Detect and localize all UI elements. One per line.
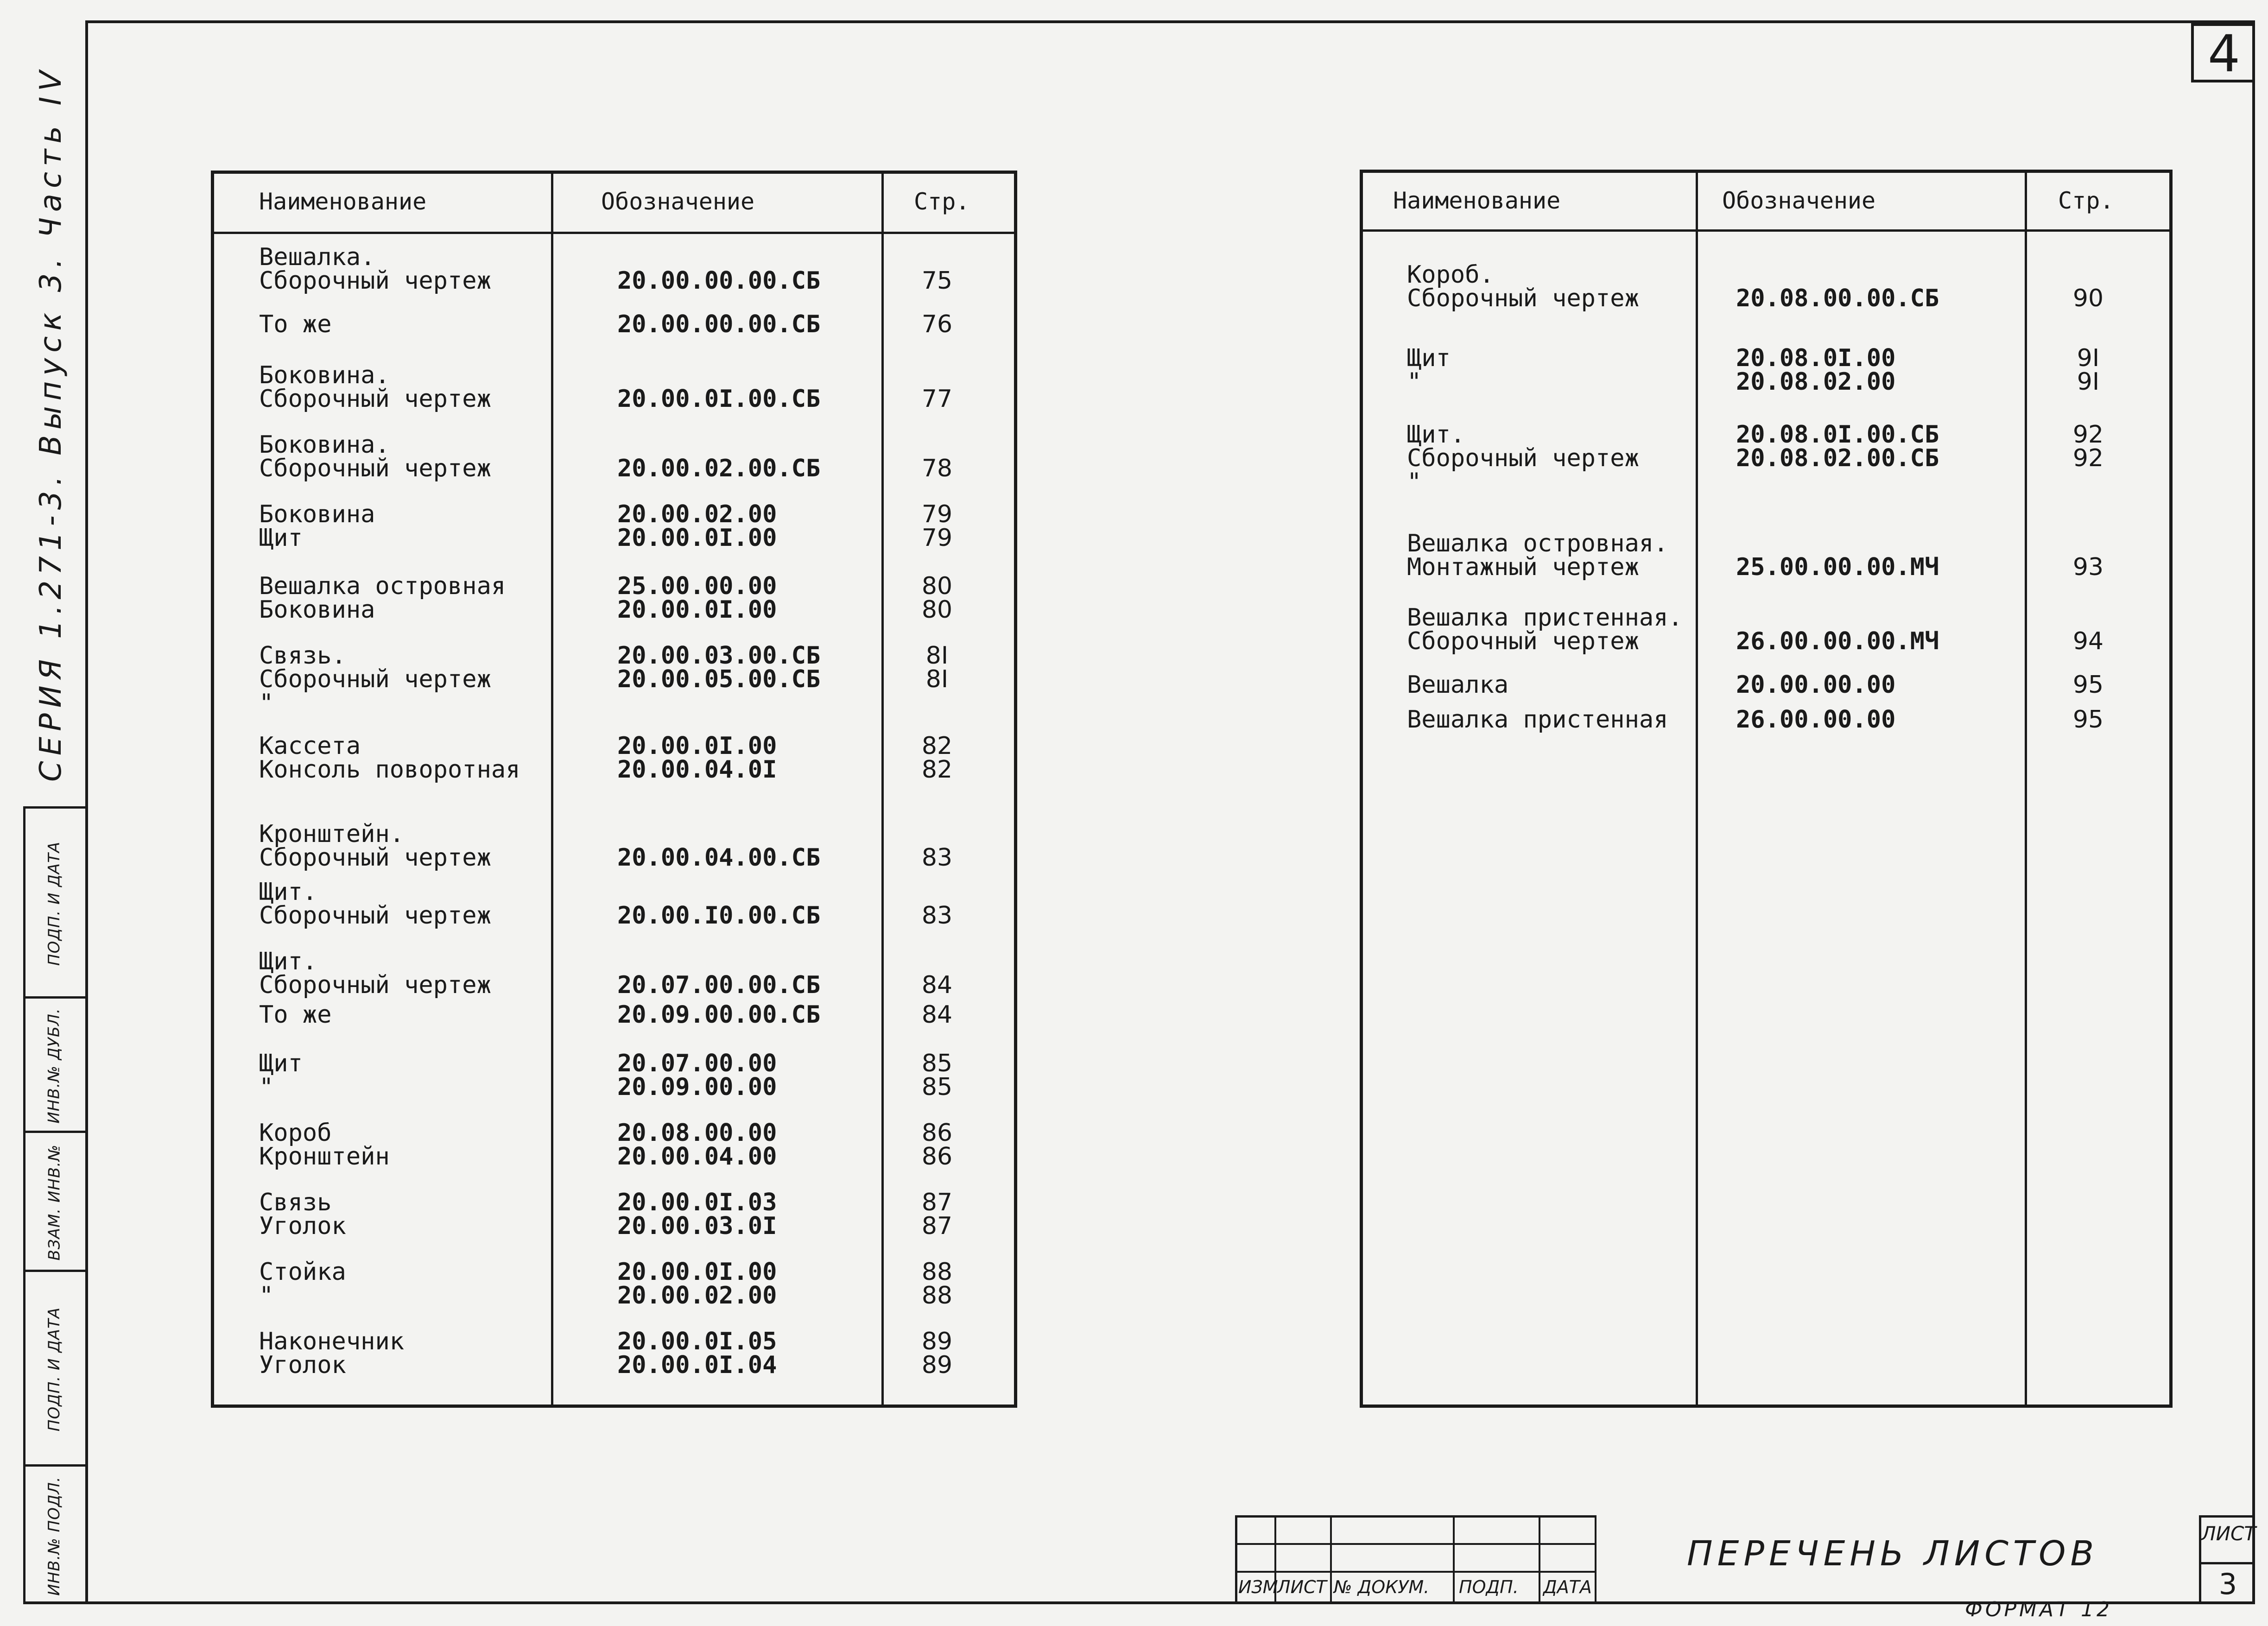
cell-line: 20.00.04.0I <box>617 756 777 784</box>
cell-line: Боковина. <box>259 361 390 389</box>
cell-line: 77 <box>921 385 953 413</box>
cell-name <box>1407 673 1508 697</box>
cell-line: Короб. <box>1407 261 1494 289</box>
cell-name <box>259 734 520 782</box>
cell-page <box>884 846 990 870</box>
cell-line: Кассета <box>259 732 361 760</box>
cell-line: 20.00.0I.00 <box>617 1258 777 1286</box>
cell-name <box>259 1191 346 1238</box>
cell-line: 95 <box>2072 706 2104 734</box>
cell-code <box>1736 553 1939 581</box>
cell-name <box>259 361 491 413</box>
cell-code <box>617 904 820 928</box>
cell-page <box>884 644 990 691</box>
cell-code <box>1736 423 1939 470</box>
cell-page <box>2030 627 2146 655</box>
cell-page <box>884 387 990 411</box>
cell-name <box>259 500 375 552</box>
cell-line: Сборочный чертеж <box>259 902 491 930</box>
label-doc-num: № ДОКУМ. <box>1334 1577 1430 1597</box>
cell-name <box>259 433 491 481</box>
cell-line: 20.08.0I.00.СБ <box>1736 421 1939 449</box>
cell-line: 95 <box>2072 671 2104 699</box>
cell-line: 94 <box>2072 627 2104 655</box>
cell-line: Связь <box>259 1189 332 1216</box>
cell-code <box>617 269 820 293</box>
cell-line: Сборочный чертеж <box>259 455 491 482</box>
cell-line: 80 <box>921 572 953 600</box>
cell-line: 82 <box>921 732 953 760</box>
cell-page <box>884 269 990 293</box>
cell-name <box>259 644 491 715</box>
cell-page <box>2030 708 2146 732</box>
cell-line: Вешалка <box>1407 671 1509 699</box>
format-label: ФОРМАТ 12 <box>1965 1598 2112 1621</box>
cell-line: 90 <box>2072 285 2104 312</box>
cell-line: Вешалка островная <box>259 572 506 600</box>
cell-code <box>617 500 777 552</box>
right-sheet-table <box>1360 170 2173 1408</box>
cell-page <box>884 1003 990 1027</box>
cell-name <box>259 1260 346 1308</box>
cell-line: 20.00.0I.00 <box>617 524 777 552</box>
cell-page <box>2030 553 2146 581</box>
cell-page <box>884 1191 990 1238</box>
header-code: Обозначение <box>601 188 755 215</box>
cell-name <box>259 822 491 870</box>
cell-line: 85 <box>921 1073 953 1101</box>
cell-line: 88 <box>921 1258 953 1286</box>
header-page: Стр. <box>914 188 970 215</box>
cell-name <box>259 1052 303 1099</box>
cell-name <box>259 1121 390 1169</box>
col-divider-1 <box>551 174 553 1405</box>
cell-page <box>884 734 990 782</box>
cell-line: 85 <box>921 1050 953 1077</box>
cell-line: 20.00.0I.03 <box>617 1189 777 1216</box>
cell-line: 87 <box>921 1212 953 1240</box>
cell-page <box>2030 287 2146 310</box>
cell-code <box>617 457 820 481</box>
cell-line: Монтажный чертеж <box>1407 553 1639 581</box>
cell-page <box>884 1330 990 1377</box>
cell-name <box>259 950 491 997</box>
cell-line: Сборочный чертеж <box>259 385 491 413</box>
header-code: Обозначение <box>1722 187 1876 214</box>
label-izm: ИЗМ <box>1238 1577 1278 1597</box>
cell-name <box>259 880 491 928</box>
cell-page <box>884 1052 990 1099</box>
cell-line: 83 <box>921 844 953 872</box>
cell-name <box>1407 423 1639 494</box>
cell-line: Сборочный чертеж <box>1407 444 1639 472</box>
cell-line: Боковина <box>259 596 375 624</box>
label-podp: ПОДП. <box>1459 1577 1519 1597</box>
cell-line: 8I <box>925 642 949 670</box>
cell-code <box>617 1121 777 1169</box>
cell-name <box>259 310 332 338</box>
cell-code <box>1736 287 1939 310</box>
stamp-podp-data-2: ПОДП. И ДАТА <box>23 806 85 999</box>
cell-code <box>617 572 777 624</box>
cell-page <box>2030 423 2146 470</box>
cell-line: Связь. <box>259 642 346 670</box>
cell-line: Сборочный чертеж <box>259 971 491 999</box>
cell-name <box>1407 344 1451 396</box>
cell-line: 20.00.0I.00 <box>617 596 777 624</box>
cell-line: 20.00.0I.00.СБ <box>617 385 821 413</box>
cell-line: " <box>259 1282 274 1310</box>
cell-code <box>617 387 820 411</box>
cell-line: 75 <box>921 267 953 295</box>
cell-page <box>2030 344 2146 396</box>
cell-line: 9I <box>2077 344 2100 372</box>
cell-line: Наконечник <box>259 1328 405 1355</box>
cell-code <box>617 1260 777 1308</box>
cell-line: То же <box>259 1001 332 1029</box>
cell-line: Кронштейн <box>259 1143 390 1170</box>
title-block <box>1235 1515 2255 1603</box>
cell-line: 9I <box>2077 368 2100 396</box>
cell-line: 20.08.02.00.СБ <box>1736 444 1939 472</box>
cell-line: Кронштейн. <box>259 820 405 848</box>
cell-line: 20.00.02.00 <box>617 500 777 528</box>
cell-line: 20.00.I0.00.СБ <box>617 902 821 930</box>
header-name: Наименование <box>1393 187 1561 214</box>
cell-code <box>617 310 821 338</box>
cell-line: Щит <box>259 1050 303 1077</box>
cell-code <box>617 1003 820 1027</box>
cell-line: 25.00.00.00.МЧ <box>1736 553 1939 581</box>
cell-line: 82 <box>921 756 953 784</box>
header-divider <box>214 232 1014 234</box>
sheet-number-top: 4 <box>2191 23 2254 82</box>
cell-code <box>617 846 820 870</box>
cell-line: 93 <box>2072 553 2104 581</box>
cell-code <box>1736 673 1895 697</box>
cell-line: 88 <box>921 1282 953 1310</box>
cell-line: Щит. <box>259 948 317 975</box>
cell-line: 80 <box>921 596 953 624</box>
cell-line: 92 <box>2072 421 2104 449</box>
cell-line: 20.00.02.00.СБ <box>617 455 821 482</box>
cell-line: 78 <box>921 455 953 482</box>
cell-line: Консоль поворотная <box>259 756 520 784</box>
cell-page <box>884 1260 990 1308</box>
cell-line: 79 <box>921 524 953 552</box>
cell-line: 26.00.00.00 <box>1736 706 1896 734</box>
cell-name <box>1407 532 1668 579</box>
cell-name <box>1407 708 1668 732</box>
cell-page <box>884 572 990 624</box>
cell-line: Щит <box>1407 344 1451 372</box>
frame-right-line <box>2252 20 2255 1603</box>
cell-page <box>884 971 990 999</box>
cell-name <box>259 572 506 624</box>
cell-line: 83 <box>921 902 953 930</box>
cell-line: 20.00.0I.04 <box>617 1351 777 1379</box>
cell-line: 89 <box>921 1328 953 1355</box>
cell-name <box>259 1330 404 1377</box>
frame-top-line <box>86 20 2255 23</box>
stamp-vzam-inv: ВЗАМ. ИНВ.№ <box>23 1131 85 1272</box>
cell-line: Вешалка островная. <box>1407 530 1668 557</box>
cell-line: 20.00.0I.00 <box>617 732 777 760</box>
cell-line: 92 <box>2072 444 2104 472</box>
sheet-cell <box>2199 1515 2255 1603</box>
header-name: Наименование <box>259 188 427 215</box>
cell-page <box>2030 673 2146 697</box>
cell-line: " <box>259 1073 274 1101</box>
cell-line: 20.08.0I.00 <box>1736 344 1896 372</box>
cell-code <box>617 644 820 691</box>
cell-line: " <box>1407 368 1422 396</box>
cell-line: 20.09.00.00.СБ <box>617 1001 821 1029</box>
cell-line: 20.08.02.00 <box>1736 368 1896 396</box>
cell-line: Сборочный чертеж <box>1407 285 1639 312</box>
cell-line: 87 <box>921 1189 953 1216</box>
cell-line: Щит. <box>259 878 317 906</box>
cell-code <box>617 971 821 999</box>
cell-line: " <box>259 689 274 717</box>
cell-name <box>1407 606 1683 653</box>
cell-name <box>259 1003 332 1027</box>
cell-line: Короб <box>259 1119 332 1147</box>
left-sheet-table <box>211 171 1017 1408</box>
label-list: ЛИСТ <box>1277 1577 1327 1597</box>
cell-line: Боковина <box>259 500 375 528</box>
col-divider-2 <box>2025 173 2027 1405</box>
cell-code <box>617 1330 777 1377</box>
cell-line: Уголок <box>259 1212 346 1240</box>
cell-page <box>884 500 990 552</box>
cell-line: Сборочный чертеж <box>1407 627 1639 655</box>
cell-line: 20.09.00.00 <box>617 1073 777 1101</box>
cell-code <box>1736 344 1896 396</box>
cell-code <box>1736 627 1939 655</box>
cell-line: 20.07.00.00.СБ <box>617 971 821 999</box>
cell-line: 20.00.03.0I <box>617 1212 777 1240</box>
cell-code <box>617 1191 777 1238</box>
cell-line: 20.00.05.00.СБ <box>617 665 821 693</box>
cell-code <box>617 734 777 782</box>
cell-line: Вешалка. <box>259 243 375 271</box>
stamp-inv-podl: ИНВ.№ ПОДЛ. <box>23 1464 85 1606</box>
cell-line: 20.08.00.00 <box>617 1119 777 1147</box>
cell-line: 20.00.03.00.СБ <box>617 642 821 670</box>
cell-line: 20.00.02.00 <box>617 1282 777 1310</box>
cell-line: Сборочный чертеж <box>259 665 491 693</box>
cell-line: 86 <box>921 1119 953 1147</box>
cell-line: 20.07.00.00 <box>617 1050 777 1077</box>
cell-line: Вешалка пристенная. <box>1407 604 1683 632</box>
cell-line: 20.00.00.00 <box>1736 671 1896 699</box>
cell-line: 89 <box>921 1351 953 1379</box>
stamp-inv-dubl: ИНВ.№ ДУБЛ. <box>23 996 85 1133</box>
cell-line: То же <box>259 310 332 338</box>
cell-line: Стойка <box>259 1258 346 1286</box>
revision-grid <box>1235 1515 1596 1603</box>
cell-line: Щит <box>259 524 303 552</box>
sheet-label: ЛИСТ <box>2201 1522 2256 1545</box>
cell-line: Уголок <box>259 1351 346 1379</box>
cell-line: 79 <box>921 500 953 528</box>
cell-line: 25.00.00.00 <box>617 572 777 600</box>
cell-page <box>884 904 990 928</box>
document-title: ПЕРЕЧЕНЬ ЛИСТОВ <box>1687 1534 2099 1574</box>
header-page: Стр. <box>2058 187 2114 214</box>
cell-code <box>1736 708 1895 732</box>
cell-line: 20.00.00.00.СБ <box>617 310 821 338</box>
cell-line: 8I <box>925 665 949 693</box>
cell-line: 84 <box>921 971 953 999</box>
cell-line: 20.00.04.00.СБ <box>617 844 821 872</box>
cell-line: Сборочный чертеж <box>259 267 491 295</box>
side-stamp-strip <box>23 806 85 1603</box>
header-divider <box>1363 229 2169 232</box>
cell-line: 26.00.00.00.МЧ <box>1736 627 1939 655</box>
cell-line: 20.00.04.00 <box>617 1143 777 1170</box>
cell-line: 76 <box>921 310 953 338</box>
sheet-value: 3 <box>2201 1562 2255 1606</box>
cell-line: Сборочный чертеж <box>259 844 491 872</box>
cell-code <box>617 1052 777 1099</box>
frame-left-line <box>85 20 88 1603</box>
cell-line: " <box>1407 468 1422 496</box>
cell-line: 20.08.00.00.СБ <box>1736 285 1939 312</box>
cell-page <box>884 457 990 481</box>
cell-name <box>259 243 491 295</box>
cell-line: 84 <box>921 1001 953 1029</box>
cell-name <box>1407 263 1639 310</box>
cell-line: 20.00.00.00.СБ <box>617 267 821 295</box>
cell-line: 20.00.0I.05 <box>617 1328 777 1355</box>
cell-line: Щит. <box>1407 421 1465 449</box>
stamp-podp-data-1: ПОДП. И ДАТА <box>23 1270 85 1467</box>
cell-page <box>884 1121 990 1169</box>
cell-line: Вешалка пристенная <box>1407 706 1668 734</box>
cell-page <box>884 310 990 338</box>
cell-line: Боковина. <box>259 431 390 459</box>
col-divider-1 <box>1696 173 1698 1405</box>
cell-line: 86 <box>921 1143 953 1170</box>
label-data: ДАТА <box>1543 1577 1592 1597</box>
